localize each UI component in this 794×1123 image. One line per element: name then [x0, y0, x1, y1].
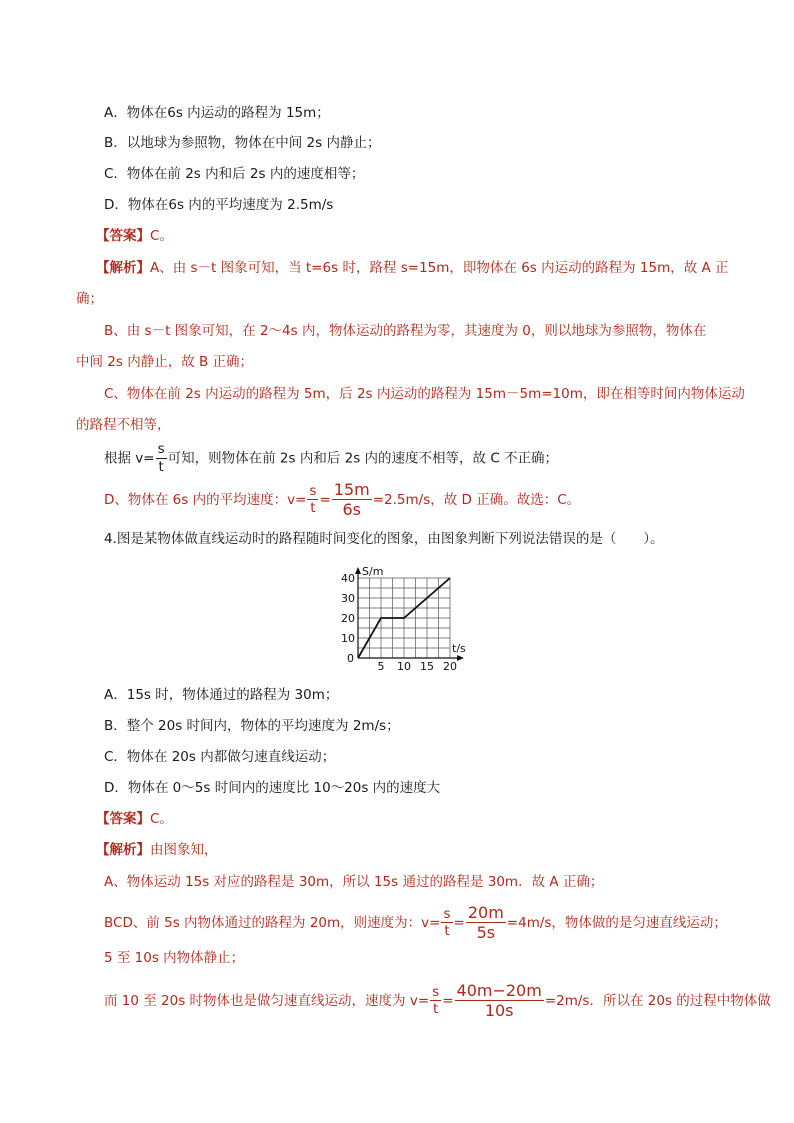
q4-option-b: B．整个 20s 时间内，物体的平均速度为 2m/s；: [104, 718, 400, 734]
analysis-last-suffix: =2m/s．所以在 20s 的过程中物体做: [544, 993, 771, 1009]
origin-label: 0: [347, 652, 354, 665]
y-tick-label: 10: [341, 632, 355, 645]
x-tick-label: 5: [377, 660, 385, 673]
fraction-numerator: s: [432, 983, 440, 1000]
q4-analysis-last: [104, 983, 771, 1019]
x-axis-arrow-icon: [457, 655, 464, 661]
equals-sign: =: [442, 993, 454, 1009]
q4-option-c: C．物体在 20s 内都做匀速直线运动；: [104, 749, 336, 765]
q3-analysis-a-line1: [96, 258, 729, 278]
q4-analysis-bcd: [104, 905, 727, 941]
analysis-d-suffix: =2.5m/s，故 D 正确。故选：C。: [372, 492, 581, 508]
fraction-denominator: t: [158, 458, 164, 475]
fraction-numerator: s: [309, 482, 317, 499]
fraction-denominator: 6s: [342, 500, 361, 519]
analysis-label: 【解析】: [96, 260, 150, 276]
answer-value: C。: [150, 228, 173, 244]
y-tick-label: 40: [341, 572, 355, 585]
analysis-label: 【解析】: [96, 842, 150, 858]
fraction-diff-over-10s: [455, 983, 544, 1019]
q4-analysis-rest: 5 至 10s 内物体静止；: [104, 950, 245, 966]
equals-sign: =: [319, 492, 331, 508]
y-tick-label: 30: [341, 592, 355, 605]
y-tick-label: 20: [341, 612, 355, 625]
x-tick-label: 20: [443, 660, 457, 673]
formula-prefix: 根据 v=: [104, 450, 155, 467]
q4-analysis-intro: [96, 840, 218, 860]
q4-answer: [96, 809, 173, 829]
fraction-15m-over-6s: [332, 482, 372, 518]
q3-answer: [96, 226, 173, 246]
fraction-denominator: 10s: [484, 1001, 514, 1020]
answer-label: 【答案】: [96, 811, 150, 827]
formula-suffix: 可知，则物体在前 2s 内和后 2s 内的速度不相等，故 C 不正确；: [167, 450, 559, 467]
analysis-d-prefix: D、物体在 6s 内的平均速度：v=: [104, 492, 307, 508]
analysis-bcd-prefix: BCD、前 5s 内物体通过的路程为 20m，则速度为：v=: [104, 915, 441, 931]
fraction-numerator: s: [157, 441, 165, 457]
fraction-s-over-t: [441, 905, 452, 939]
equals-sign: =: [453, 915, 465, 931]
fraction-denominator: t: [444, 923, 450, 939]
fraction-numerator: 20m: [467, 903, 504, 922]
answer-label: 【答案】: [96, 228, 150, 244]
fraction-20m-over-5s: [466, 905, 506, 941]
q4-option-a: A．15s 时，物体通过的路程为 30m；: [104, 687, 339, 703]
q3-analysis-b-line1: B、由 s－t 图象可知，在 2～4s 内，物体运动的路程为零，其速度为 0，则以地球为参照物，物体在: [104, 323, 707, 339]
q3-analysis-d-line: [104, 482, 580, 518]
y-axis-label: S/m: [362, 565, 384, 578]
q3-analysis-a-line2: 确；: [76, 291, 103, 307]
analysis-intro-text: 由图象知，: [150, 842, 218, 858]
q3-formula-line: [104, 443, 558, 474]
fraction-s-over-t: [307, 482, 318, 516]
fraction-numerator: 40m−20m: [456, 981, 542, 1000]
q3-analysis-b-line2: 中间 2s 内静止，故 B 正确；: [76, 354, 254, 370]
y-axis-arrow-icon: [355, 567, 361, 574]
answer-value: C。: [150, 811, 173, 827]
q4-option-d: D．物体在 0～5s 时间内的速度比 10～20s 内的速度大: [104, 780, 441, 796]
x-tick-label: 15: [420, 660, 434, 673]
s-t-graph: [338, 560, 490, 676]
x-tick-label: 10: [397, 660, 411, 673]
q3-option-d: D．物体在6s 内的平均速度为 2.5m/s: [104, 197, 334, 213]
fraction-denominator: t: [433, 1001, 439, 1017]
x-axis-label: t/s: [452, 642, 466, 655]
q3-option-a: A．物体在6s 内运动的路程为 15m；: [104, 105, 330, 121]
fraction-s-over-t: [430, 983, 441, 1017]
q4-analysis-a: A、物体运动 15s 对应的路程是 30m，所以 15s 通过的路程是 30m．故 A 正确；: [104, 874, 604, 890]
q3-analysis-c-line2: 的路程不相等，: [76, 417, 171, 433]
analysis-bcd-suffix: =4m/s，物体做的是匀速直线运动；: [506, 915, 727, 931]
fraction-denominator: 5s: [476, 923, 496, 942]
fraction-denominator: t: [310, 500, 316, 516]
q3-option-b: B．以地球为参照物，物体在中间 2s 内静止；: [104, 135, 381, 151]
analysis-a-text: A、由 s－t 图象可知，当 t=6s 时，路程 s=15m，即物体在 6s 内运动的路程为 15m，故 A 正: [150, 260, 729, 276]
fraction-numerator: s: [443, 905, 451, 922]
q3-option-c: C．物体在前 2s 内和后 2s 内的速度相等；: [104, 166, 365, 182]
analysis-last-prefix: 而 10 至 20s 时物体也是做匀速直线运动，速度为 v=: [104, 993, 430, 1009]
fraction-s-over-t: [156, 443, 167, 474]
q4-question: 4.图是某物体做直线运动时的路程随时间变化的图象，由图象判断下列说法错误的是（ ）。: [104, 531, 664, 547]
q3-analysis-c-line1: C、物体在前 2s 内运动的路程为 5m，后 2s 内运动的路程为 15m－5m=10m，即在相等时间内物体运动: [104, 386, 745, 402]
fraction-numerator: 15m: [333, 480, 370, 499]
